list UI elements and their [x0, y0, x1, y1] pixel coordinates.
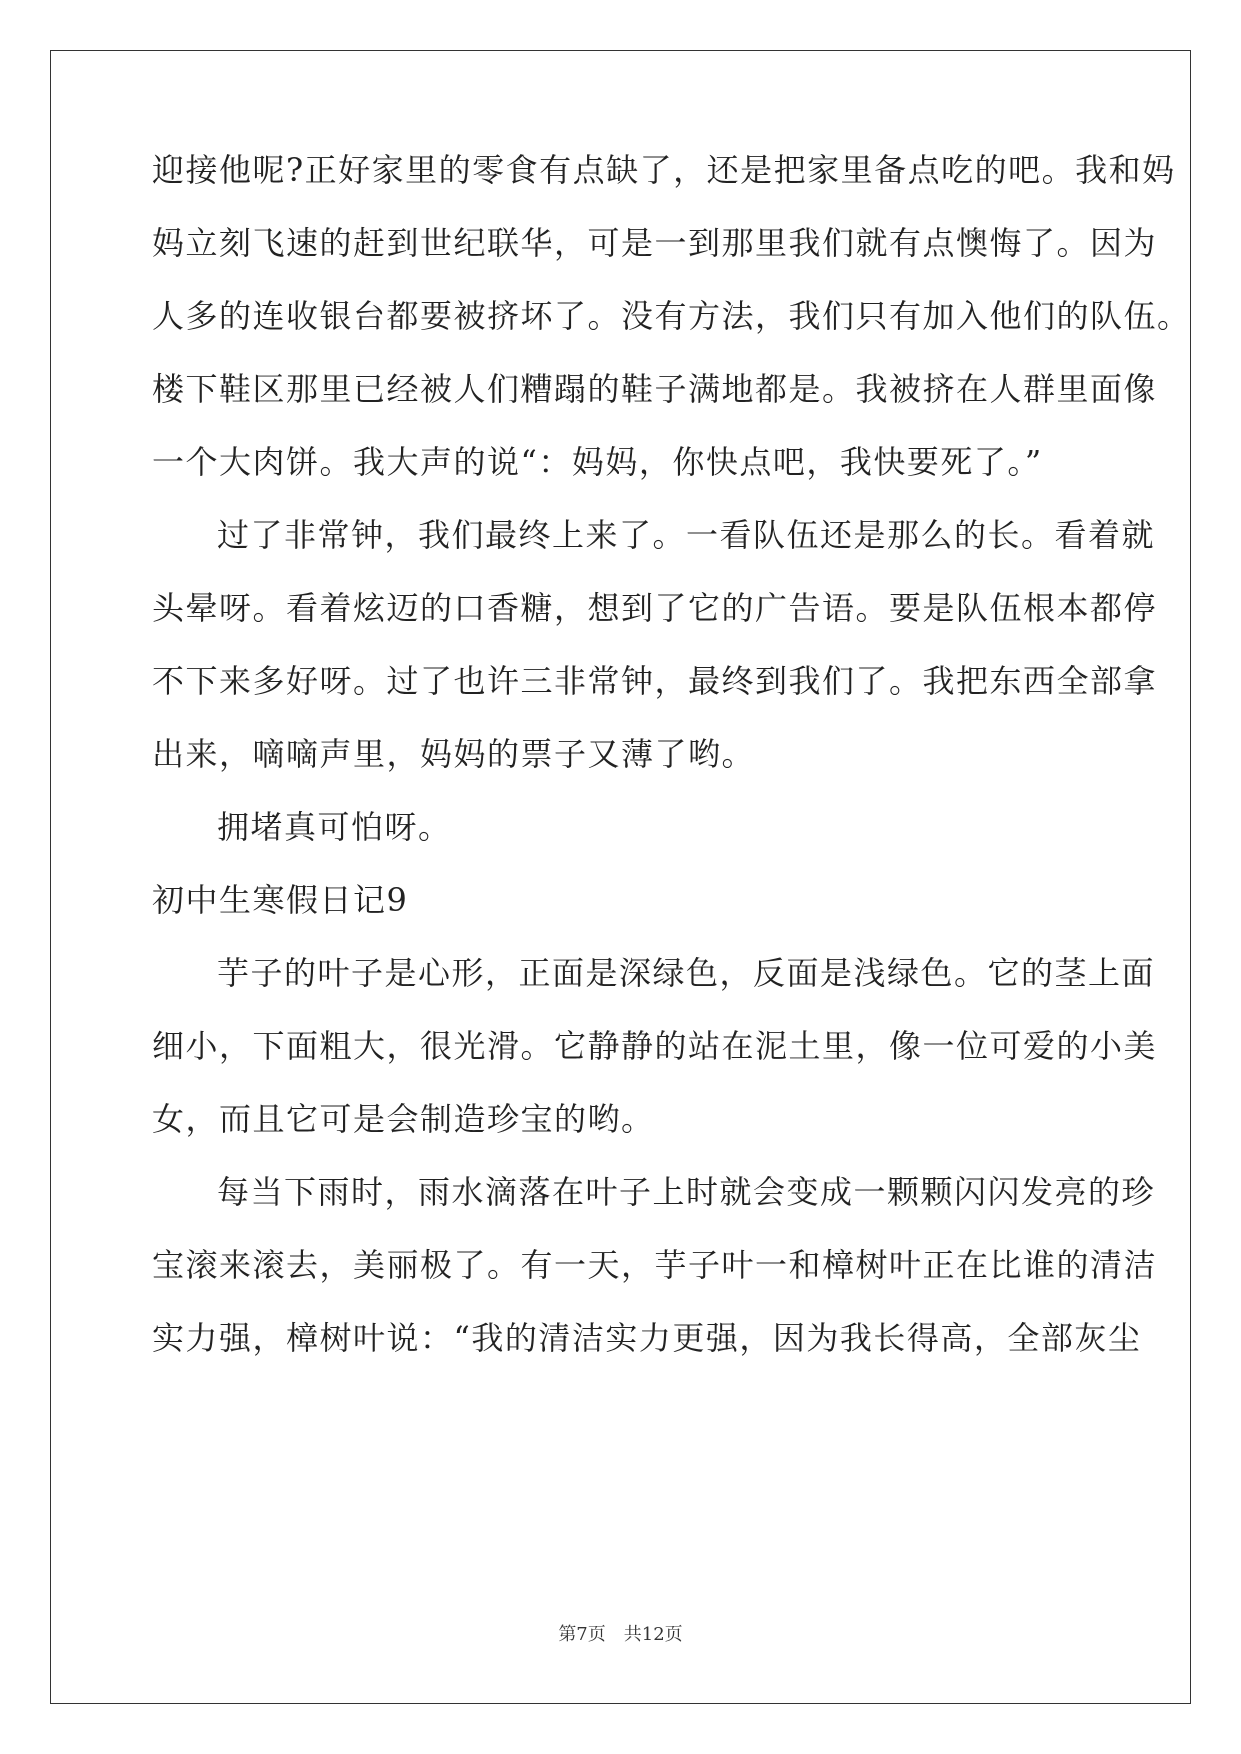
text-line: 过了非常钟，我们最终上来了。一看队伍还是那么的长。看着就: [217, 516, 1156, 554]
text-line: 一个大肉饼。我大声的说“：妈妈，你快点吧，我快要死了。”: [152, 443, 1043, 481]
text-line: 细小，下面粗大，很光滑。它静静的站在泥土里，像一位可爱的小美: [152, 1027, 1158, 1065]
text-line: 楼下鞋区那里已经被人们糟蹋的鞋子满地都是。我被挤在人群里面像: [152, 370, 1158, 408]
text-line: 人多的连收银台都要被挤坏了。没有方法，我们只有加入他们的队伍。: [152, 297, 1191, 335]
text-line: 女，而且它可是会制造珍宝的哟。: [152, 1100, 655, 1138]
text-line: 迎接他呢?正好家里的零食有点缺了，还是把家里备点吃的吧。我和妈: [152, 151, 1176, 189]
section-heading: 初中生寒假日记9: [152, 881, 409, 919]
text-line: 拥堵真可怕呀。: [217, 808, 452, 846]
text-line: 宝滚来滚去，美丽极了。有一天，芋子叶一和樟树叶正在比谁的清洁: [152, 1246, 1158, 1284]
text-line: 实力强，樟树叶说：“我的清洁实力更强，因为我长得高，全部灰尘: [152, 1319, 1142, 1357]
text-line: 不下来多好呀。过了也许三非常钟，最终到我们了。我把东西全部拿: [152, 662, 1158, 700]
text-line: 芋子的叶子是心形，正面是深绿色，反面是浅绿色。它的茎上面: [217, 954, 1156, 992]
page-number: 第7页 共12页: [558, 1624, 683, 1645]
text-line: 出来，嘀嘀声里，妈妈的票子又薄了哟。: [152, 735, 756, 773]
text-line: 头晕呀。看着炫迈的口香糖，想到了它的广告语。要是队伍根本都停: [152, 589, 1158, 627]
text-line: 每当下雨时，雨水滴落在叶子上时就会变成一颗颗闪闪发亮的珍: [217, 1173, 1156, 1211]
text-line: 妈立刻飞速的赶到世纪联华，可是一到那里我们就有点懊悔了。因为: [152, 224, 1158, 262]
